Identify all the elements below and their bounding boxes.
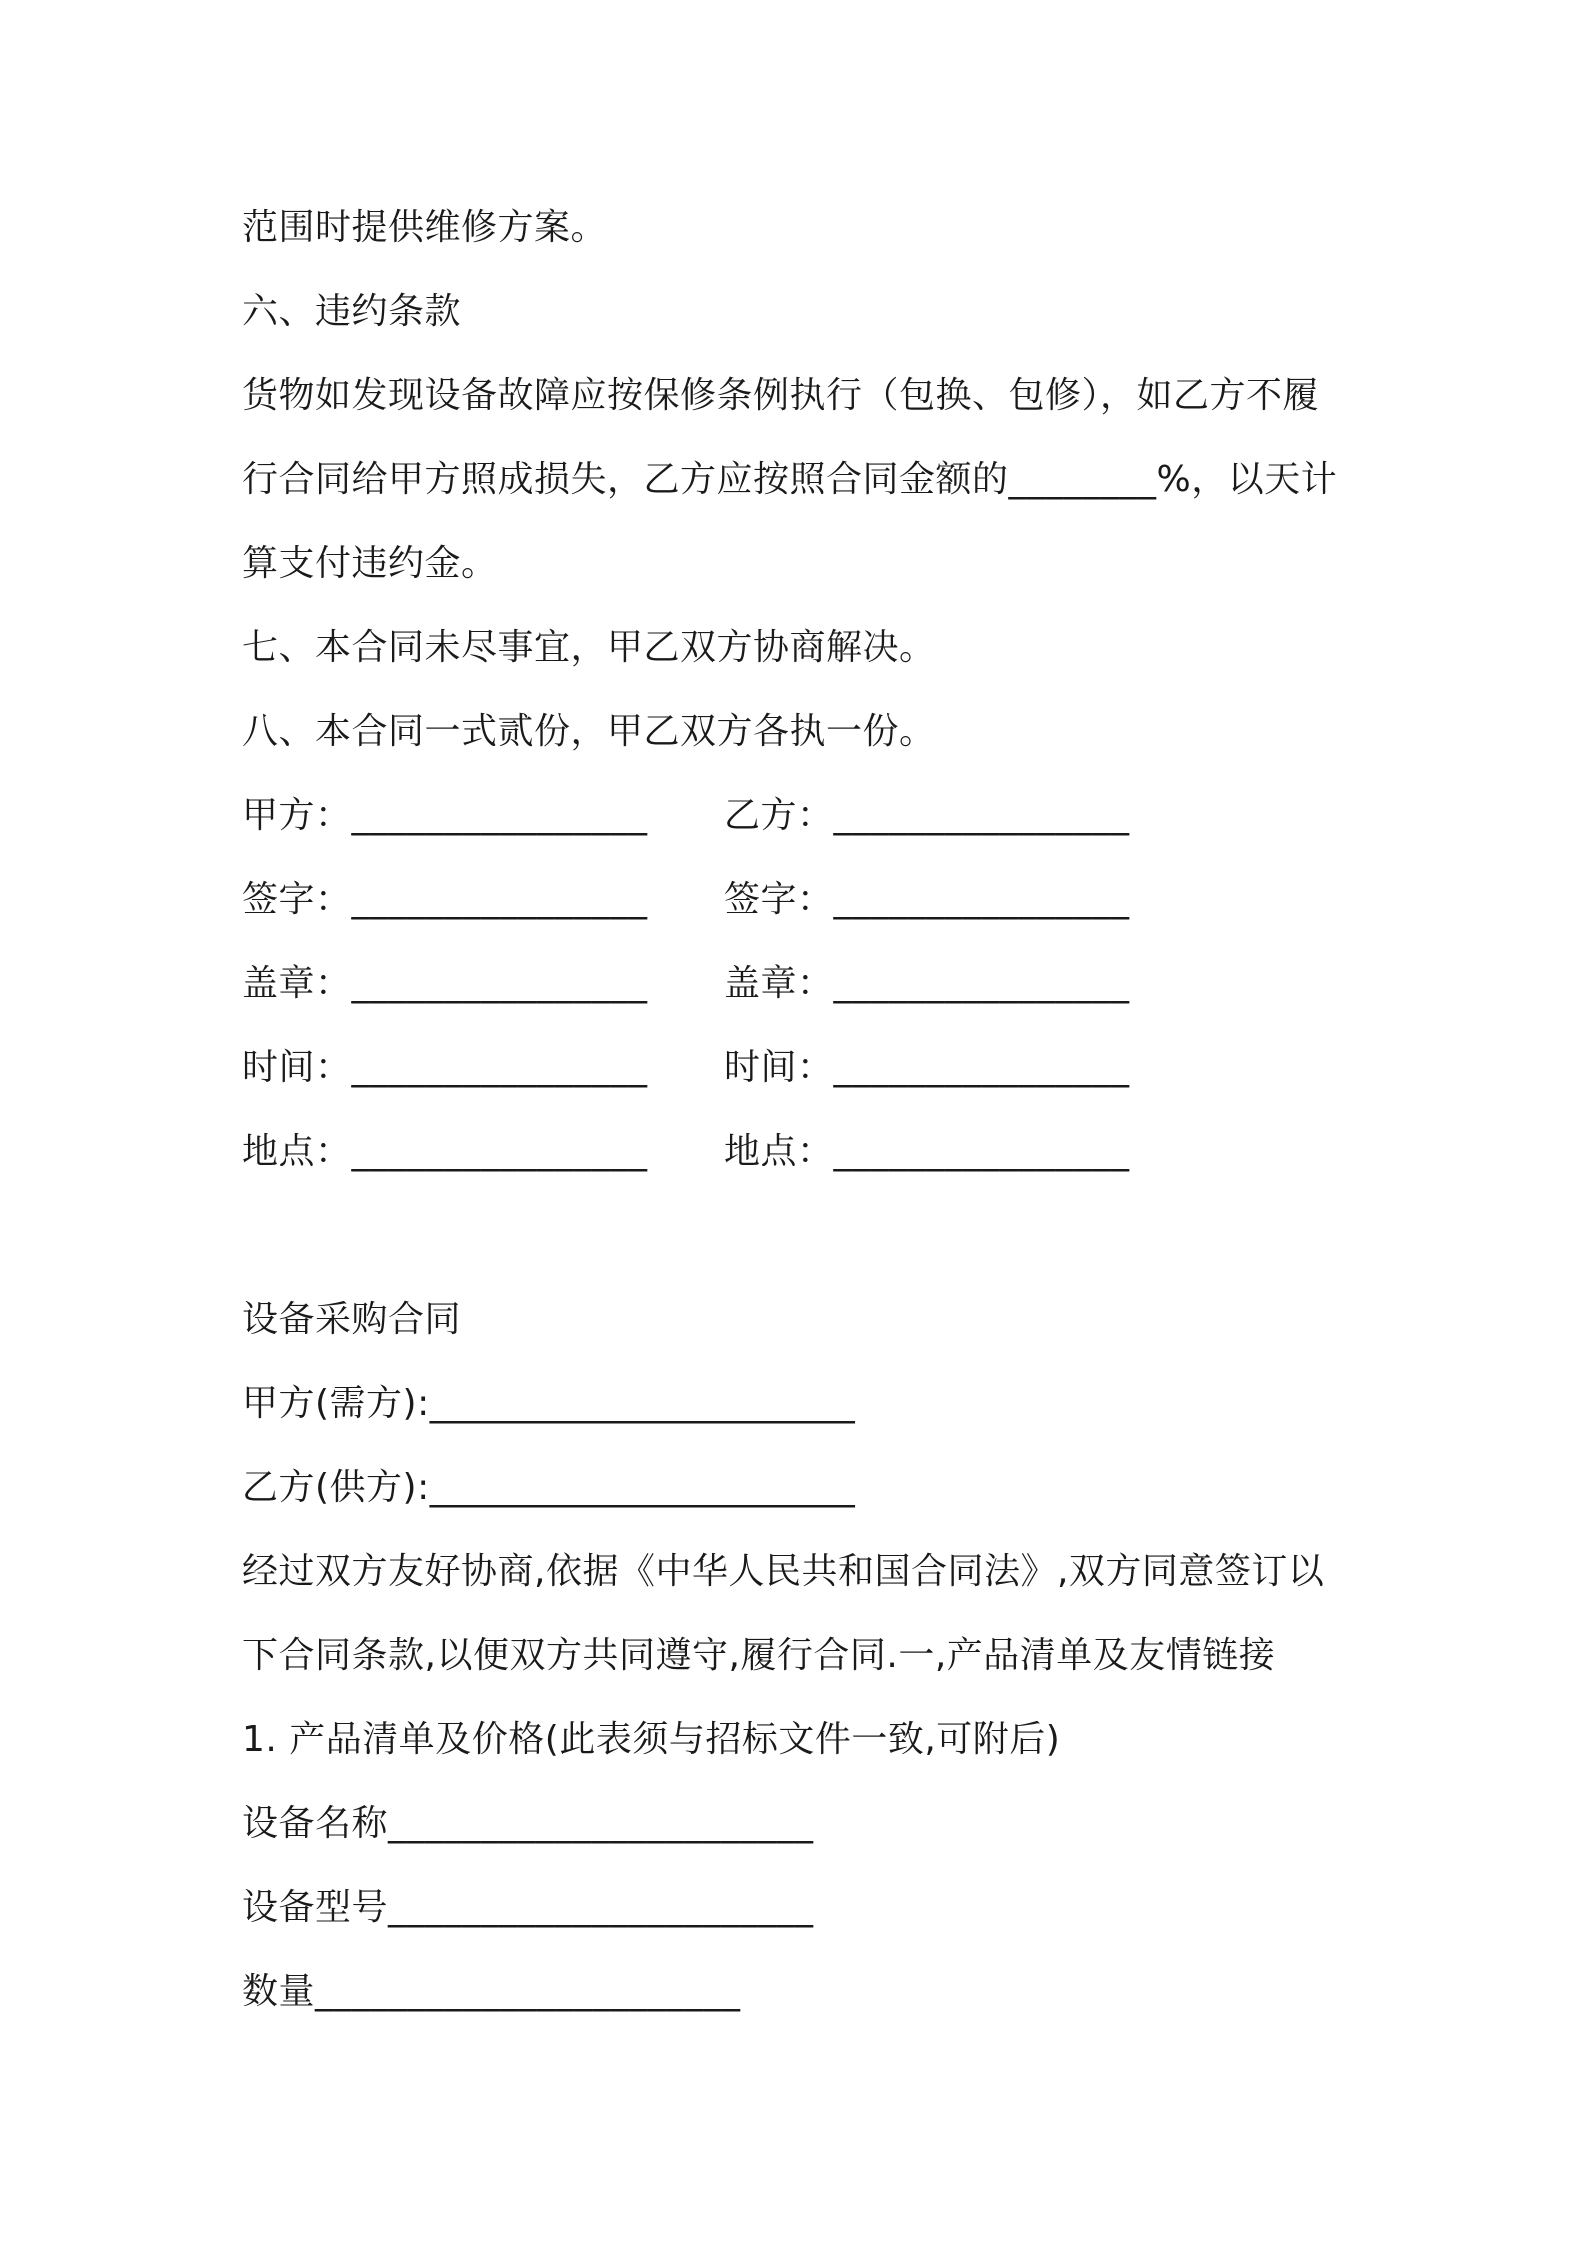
signature-left-time: 时间：________________ [242, 1047, 648, 1088]
product-list-heading: 1. 产品清单及价格(此表须与招标文件一致,可附后) [242, 1719, 1061, 1760]
signature-right-seal: 盖章：________________ [724, 963, 1130, 1004]
signature-left-seal: 盖章：________________ [242, 963, 648, 1004]
signature-left-party: 甲方：________________ [242, 795, 648, 836]
paragraph-clause-8: 八、本合同一式贰份，甲乙双方各执一份。 [242, 711, 936, 752]
paragraph: 行合同给甲方照成损失，乙方应按照合同金额的________%，以天计 [242, 459, 1338, 500]
paragraph: 算支付违约金。 [242, 543, 498, 584]
contract-title: 设备采购合同 [242, 1299, 462, 1340]
paragraph: 货物如发现设备故障应按保修条例执行（包换、包修），如乙方不履 [242, 375, 1320, 416]
quantity-field: 数量_______________________ [242, 1971, 741, 2012]
equipment-name-field: 设备名称_______________________ [242, 1803, 814, 1844]
paragraph-clause-7: 七、本合同未尽事宜，甲乙双方协商解决。 [242, 627, 936, 668]
signature-left-place: 地点：________________ [242, 1131, 648, 1172]
party-b-field: 乙方(供方):_______________________ [242, 1467, 856, 1508]
equipment-model-field: 设备型号_______________________ [242, 1887, 814, 1928]
intro-paragraph: 下合同条款,以便双方共同遵守,履行合同.一,产品清单及友情链接 [242, 1635, 1276, 1676]
section-heading-breach: 六、违约条款 [242, 291, 462, 332]
signature-right-party: 乙方：________________ [724, 795, 1130, 836]
signature-right-sign: 签字：________________ [724, 879, 1130, 920]
intro-paragraph: 经过双方友好协商,依据《中华人民共和国合同法》,双方同意签订以 [242, 1551, 1325, 1592]
signature-right-time: 时间：________________ [724, 1047, 1130, 1088]
paragraph: 范围时提供维修方案。 [242, 207, 608, 248]
party-a-field: 甲方(需方):_______________________ [242, 1383, 856, 1424]
signature-right-place: 地点：________________ [724, 1131, 1130, 1172]
signature-left-sign: 签字：________________ [242, 879, 648, 920]
